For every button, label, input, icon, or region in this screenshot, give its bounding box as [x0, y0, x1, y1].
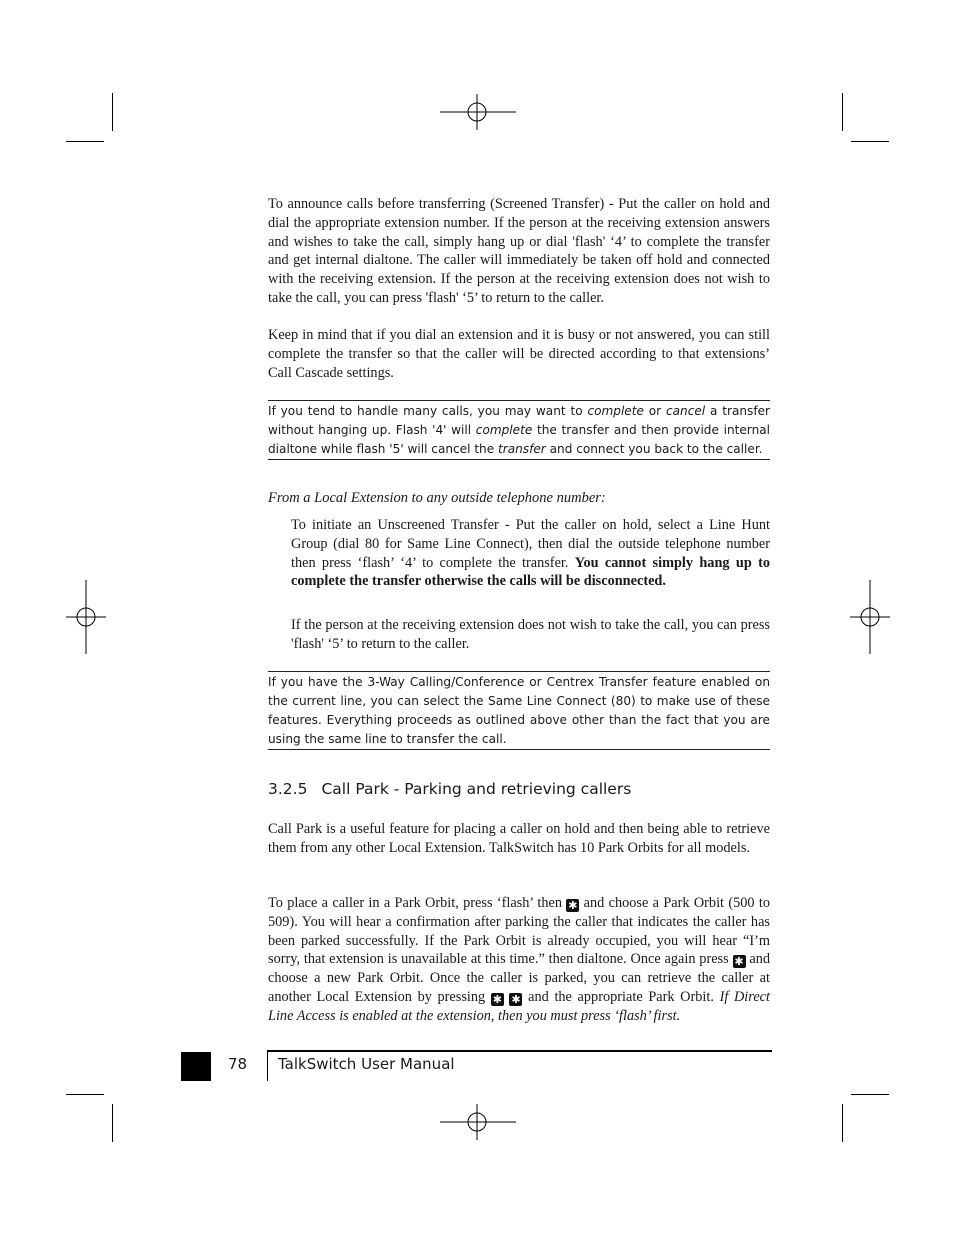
section-heading: 3.2.5 Call Park - Parking and retrieving callers — [268, 780, 632, 798]
footer-manual-title: TalkSwitch User Manual — [278, 1055, 455, 1073]
tip-note-complete-cancel: If you tend to handle many calls, you may want to complete or cancel a transfer without hanging up. Flash '4' will complete the transfer and then provide internal dialtone while flash '5' will cancel the transfer and connect you back to the caller. — [268, 400, 770, 460]
footer-tab-block — [181, 1052, 211, 1081]
park-orbit-paragraph: To place a caller in a Park Orbit, press ‘flash’ then ✱ and choose a Park Orbit (500 to 509). You will hear a confirmation after parking the caller that indicates the caller has been parked successfully. If the Park Orbit is already occupied, you will hear “I’m sorry, that extension is unavailable at this time.” then dialtone. Once again press ✱ and choose a new Park Orbit. Once the caller is parked, you can retrieve the caller at another Local Extension by pressing ✱ ✱ and the appropriate Park Orbit. If Direct Line Access is enabled at the extension, then you must press ‘flash’ first. — [268, 895, 770, 1024]
call-park-intro-paragraph: Call Park is a useful feature for placing a caller on hold and then being able to retrieve them from any other Local Extension. TalkSwitch has 10 Park Orbits for all models. — [268, 821, 770, 856]
star-key-icon: ✱ — [511, 992, 521, 1006]
screened-transfer-paragraph: To announce calls before transferring (Screened Transfer) - Put the caller on hold and dial the appropriate extension number. If the person at the receiving extension answers and wishes to take the call, simply hang up or dial 'flash' ‘4’ to complete the transfer and get internal dialtone. The caller will immediately be taken off hold and connected with the receiving extension. If the person at the receiving extension does not wish to take the call, you can press 'flash' ‘5’ to return to the caller. — [268, 196, 770, 306]
local-to-outside-heading: From a Local Extension to any outside telephone number: — [268, 490, 606, 506]
footer-rule — [267, 1050, 772, 1052]
registration-mark-bottom — [440, 1104, 516, 1140]
decline-paragraph: If the person at the receiving extension does not wish to take the call, you can press 'flash' ‘5’ to return to the caller. — [291, 617, 770, 652]
page-number: 78 — [228, 1055, 248, 1073]
star-key-icon: ✱ — [492, 992, 502, 1006]
registration-mark-left — [66, 580, 106, 654]
registration-mark-top — [440, 94, 516, 130]
tip-note-3way-calling: If you have the 3-Way Calling/Conference or Centrex Transfer feature enabled on the current line, you can select the Same Line Connect (80) to make use of these features. Everything proceeds as outlined above other than the fact that you are using the same line to transfer the call. — [268, 671, 770, 750]
footer-divider — [267, 1052, 268, 1081]
unscreened-transfer-paragraph: To initiate an Unscreened Transfer - Put the caller on hold, select a Line Hunt Group (dial 80 for Same Line Connect), then dial the outside telephone number then press ‘flash’ ‘4’ to complete the transfer. You cannot simply hang up to complete the transfer otherwise the calls will be disconnected. — [291, 517, 770, 590]
keep-in-mind-paragraph: Keep in mind that if you dial an extension and it is busy or not answered, you can still complete the transfer so that the caller will be directed according to that extensions’ Call Cascade settings. — [268, 327, 770, 381]
registration-mark-right — [850, 580, 890, 654]
star-key-icon: ✱ — [734, 955, 744, 969]
star-key-icon: ✱ — [568, 899, 578, 912]
